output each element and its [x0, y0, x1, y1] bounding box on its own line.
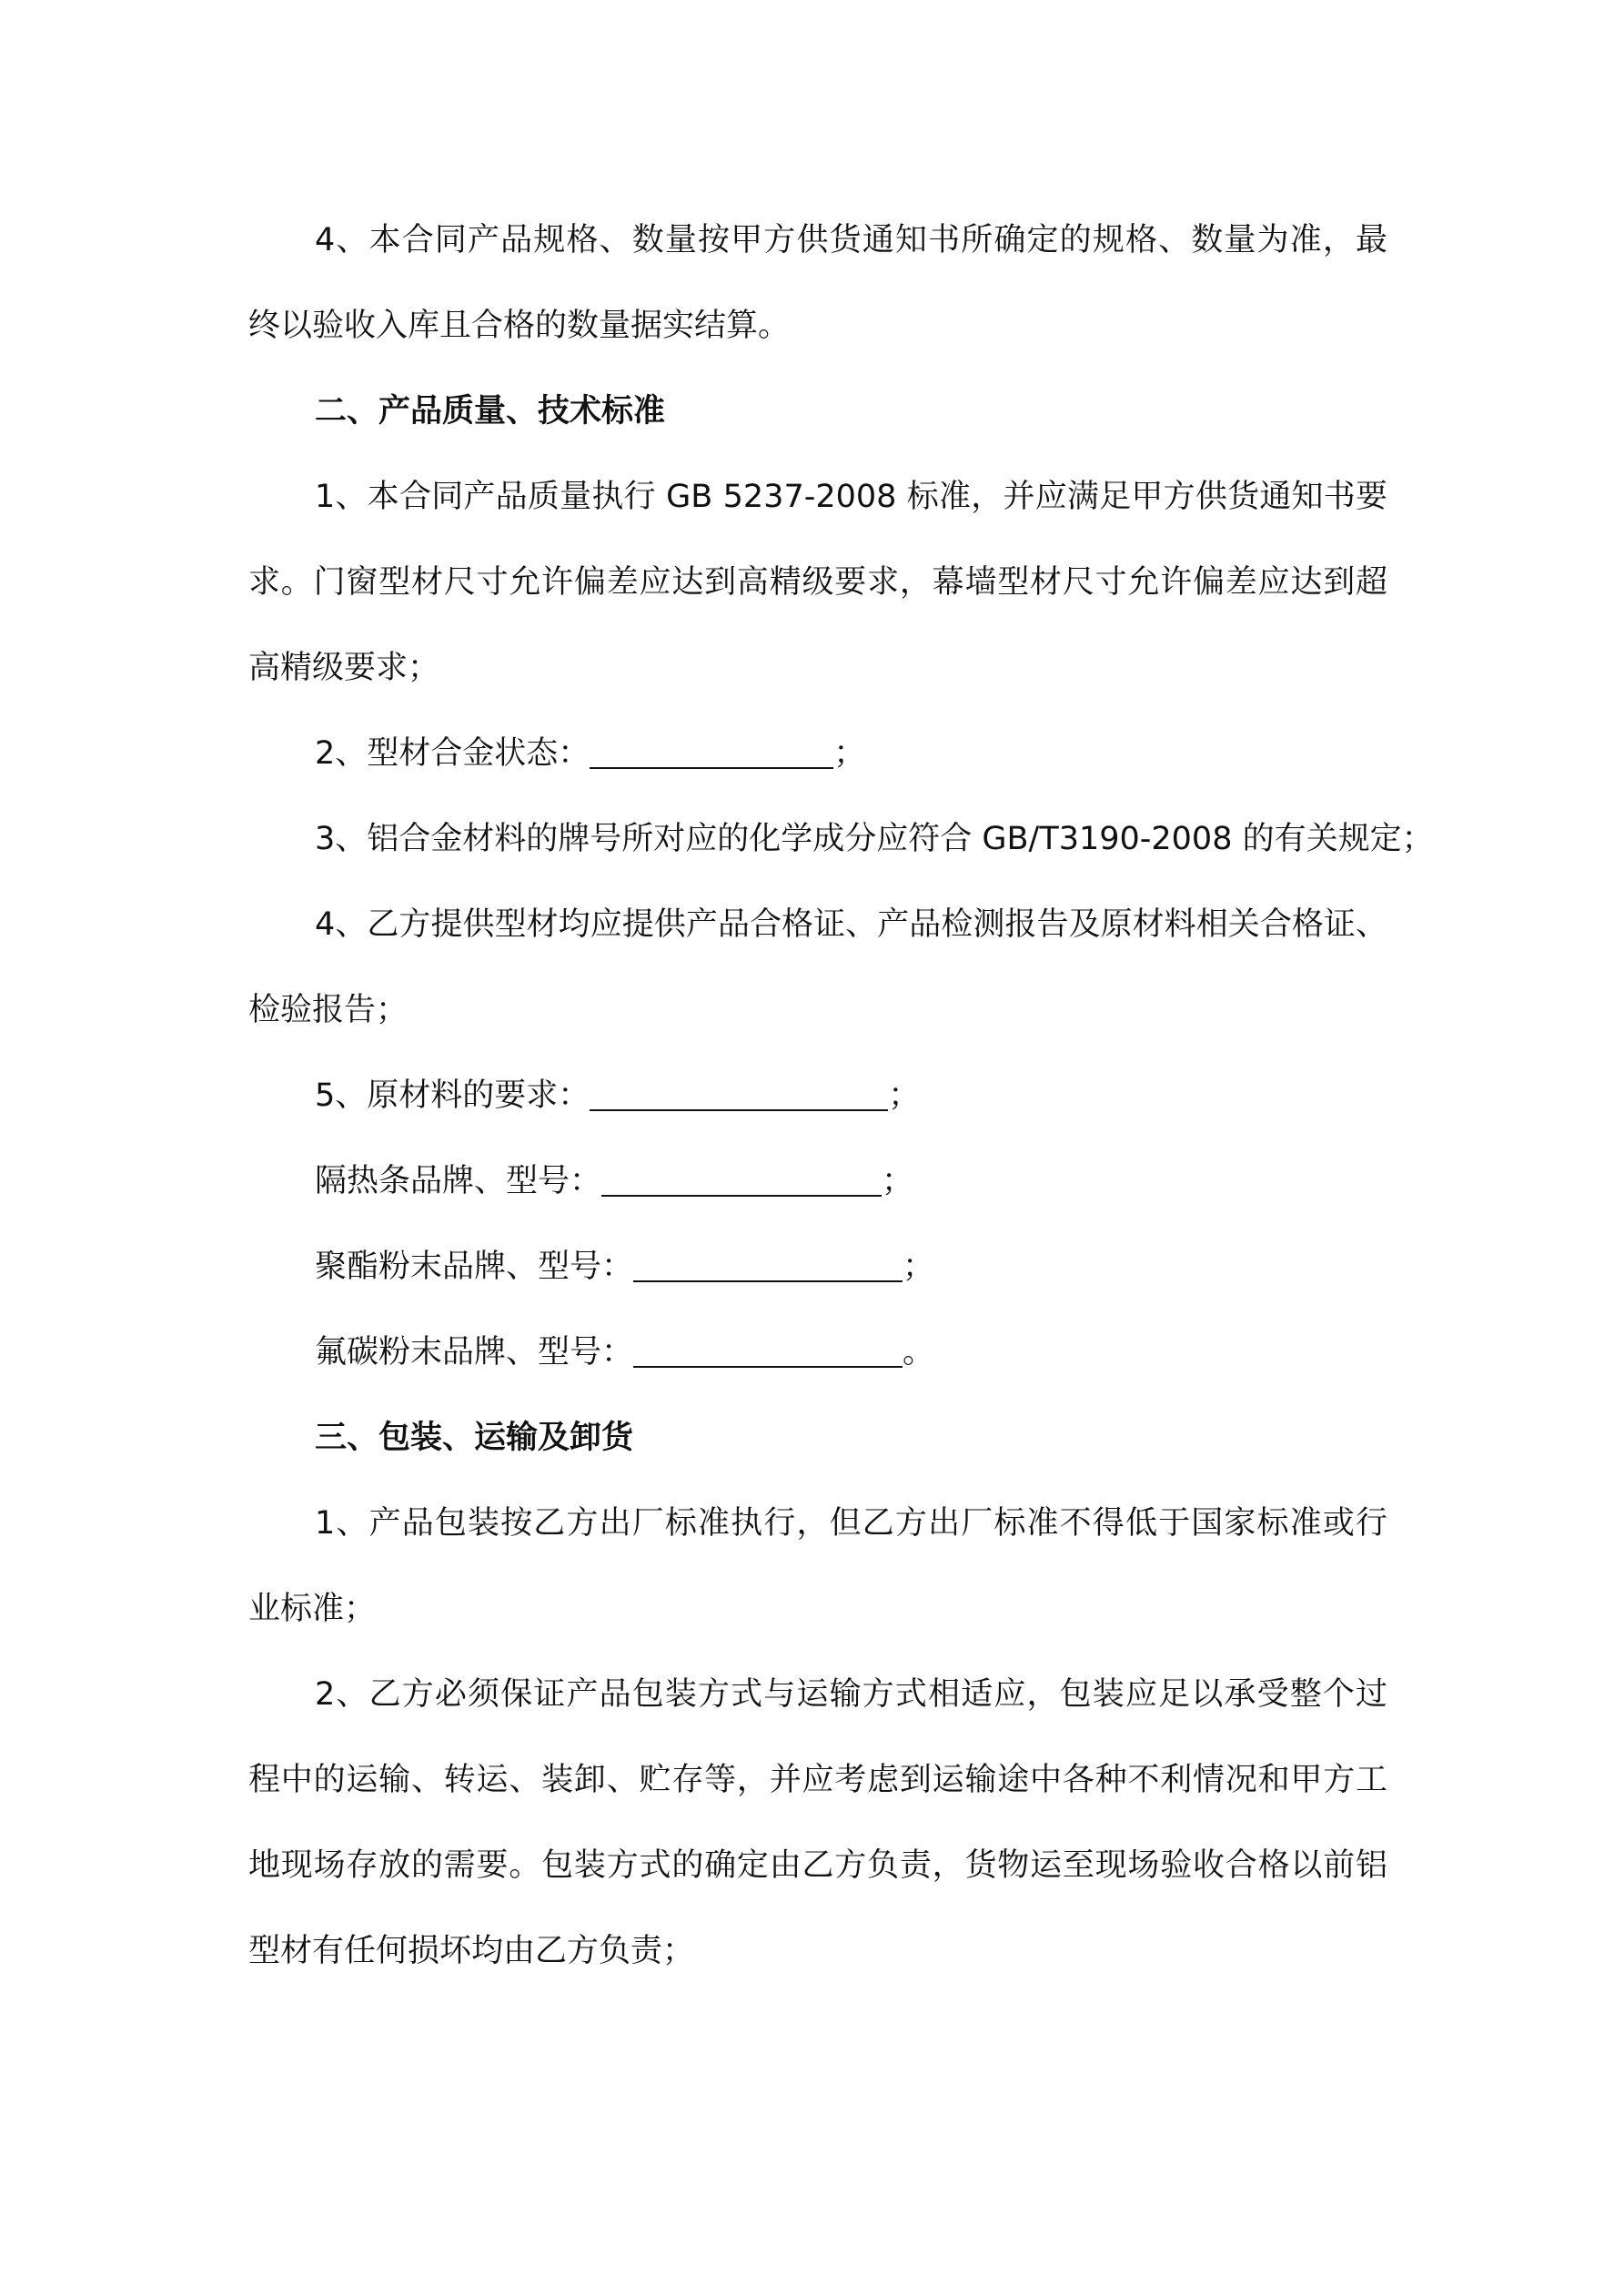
- document-page: [248, 197, 1434, 1994]
- raw-material-blank[interactable]: [590, 1073, 888, 1111]
- punctuation: ；: [882, 1163, 914, 1199]
- raw-material-row: [248, 1053, 1387, 1138]
- paragraph-line: 1、本合同产品质量执行 GB 5237-2008 标准，并应满足甲方供货通知书要: [315, 479, 1387, 515]
- polyester-powder-blank[interactable]: [633, 1244, 903, 1282]
- paragraph-line: 地现场存放的需要。包装方式的确定由乙方负责，货物运至现场验收合格以前铝: [248, 1847, 1387, 1884]
- paragraph-line: 1、产品包装按乙方出厂标准执行，但乙方出厂标准不得低于国家标准或行: [315, 1505, 1387, 1542]
- thermal-strip-blank[interactable]: [601, 1158, 882, 1197]
- section-heading: 三、包装、运输及卸货: [315, 1420, 634, 1456]
- field-label: 氟碳粉末品牌、型号：: [315, 1334, 634, 1371]
- polyester-powder-row: [248, 1224, 1387, 1310]
- punctuation: ；: [903, 1249, 935, 1285]
- alloy-temper-row: [248, 711, 1387, 796]
- paragraph-line: 业标准；: [248, 1591, 377, 1627]
- paragraph-line: 3、铝合金材料的牌号所对应的化学成分应符合 GB/T3190-2008 的有关规定；: [315, 821, 1434, 857]
- section-heading: 二、产品质量、技术标准: [315, 393, 666, 430]
- paragraph-line: 终以验收入库且合格的数量据实结算。: [248, 308, 791, 344]
- field-label: 聚酯粉末品牌、型号：: [315, 1249, 634, 1285]
- paragraph-line: 求。门窗型材尺寸允许偏差应达到高精级要求，幕墙型材尺寸允许偏差应达到超: [248, 564, 1387, 601]
- paragraph-line: 型材有任何损坏均由乙方负责；: [248, 1933, 695, 1969]
- punctuation: 。: [903, 1334, 935, 1371]
- punctuation: ；: [888, 1077, 921, 1114]
- paragraph-line: 程中的运输、转运、装卸、贮存等，并应考虑到运输途中各种不利情况和甲方工: [248, 1762, 1387, 1798]
- punctuation: ；: [833, 735, 866, 772]
- field-label: 5、原材料的要求：: [315, 1077, 590, 1114]
- thermal-strip-row: [248, 1138, 1387, 1224]
- field-label: 隔热条品牌、型号：: [315, 1163, 602, 1199]
- paragraph-line: 2、乙方必须保证产品包装方式与运输方式相适应，包装应足以承受整个过: [315, 1676, 1387, 1713]
- fluorocarbon-powder-blank[interactable]: [633, 1330, 903, 1368]
- paragraph-line: 4、乙方提供型材均应提供产品合格证、产品检测报告及原材料相关合格证、: [315, 906, 1387, 943]
- fluorocarbon-powder-row: [248, 1310, 1387, 1395]
- paragraph-line: 高精级要求；: [248, 650, 440, 686]
- alloy-temper-blank[interactable]: [590, 731, 833, 769]
- field-label: 2、型材合金状态：: [315, 735, 590, 772]
- paragraph-line: 4、本合同产品规格、数量按甲方供货通知书所确定的规格、数量为准，最: [315, 222, 1387, 258]
- paragraph-line: 检验报告；: [248, 992, 409, 1028]
